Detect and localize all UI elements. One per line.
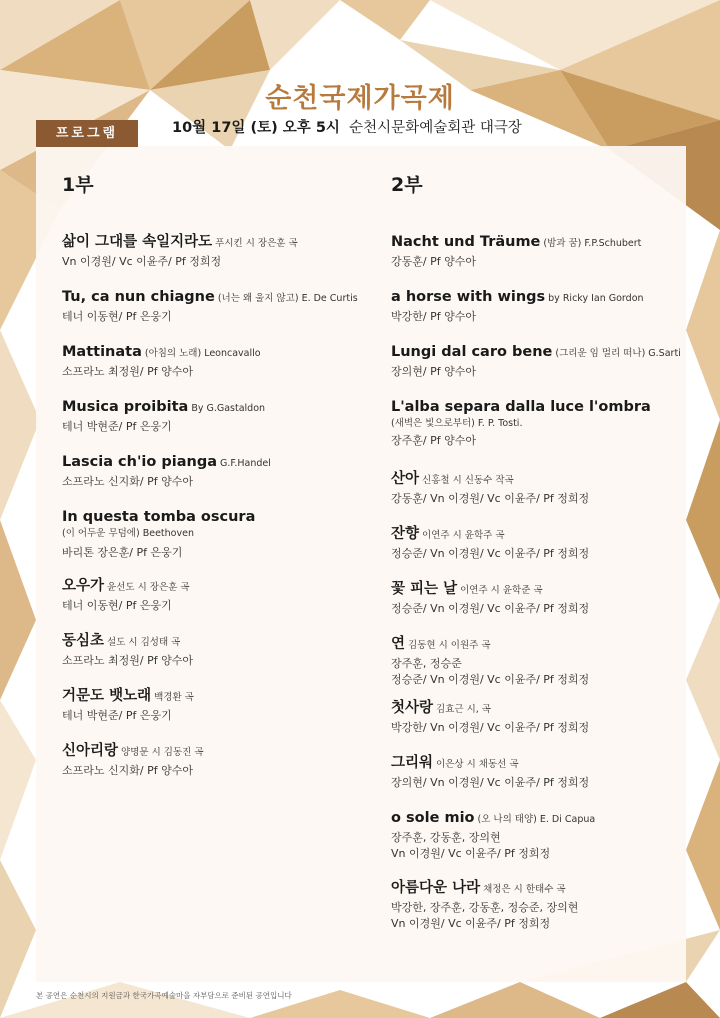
song-title: 동심초	[62, 633, 105, 649]
song-title: Lungi dal caro bene	[391, 344, 553, 360]
program-item	[62, 286, 372, 341]
song-note: 채정은 시 한태수 곡	[483, 884, 566, 895]
performers: 바리톤 장은훈/ Pf 은웅기	[62, 546, 183, 559]
song-note: (오 나의 태양) E. Di Capua	[477, 814, 596, 825]
program-item	[62, 231, 372, 286]
performers: 정승준/ Vn 이경원/ Vc 이윤주/ Pf 정희정	[391, 673, 590, 686]
program-item	[391, 523, 691, 578]
part1-column	[62, 170, 372, 795]
song-note: 백경환 곡	[154, 692, 194, 703]
song-note: 윤선도 시 장은훈 곡	[107, 582, 190, 593]
part1-heading: 1부	[62, 174, 94, 196]
performers: 테너 박현준/ Pf 은웅기	[62, 709, 172, 722]
performers: 테너 이동현/ Pf 은웅기	[62, 310, 172, 323]
song-note: 푸시킨 시 장은훈 곡	[215, 238, 298, 249]
program-item	[62, 685, 372, 740]
song-note: 신홍철 시 신동수 작곡	[422, 475, 514, 486]
song-title: Musica proibita	[62, 399, 189, 415]
song-note: (아침의 노래) Leoncavallo	[144, 348, 261, 359]
program-item	[391, 286, 691, 341]
song-title: 꽃 피는 날	[391, 581, 458, 597]
footer-note: 본 공연은 순천시의 지원금과 한국가곡예술마을 자부담으로 준비된 공연입니다	[36, 991, 292, 1000]
performers: 테너 이동현/ Pf 은웅기	[62, 599, 172, 612]
song-title: Tu, ca nun chiagne	[62, 289, 215, 305]
performers: 테너 박현준/ Pf 은웅기	[62, 420, 172, 433]
performers: 장의현/ Vn 이경원/ Vc 이윤주/ Pf 정희정	[391, 776, 590, 789]
program-item	[62, 341, 372, 396]
performers: 소프라노 최정원/ Pf 양수아	[62, 654, 193, 667]
performers: 장주훈/ Pf 양수아	[391, 434, 476, 447]
program-item	[62, 630, 372, 685]
program-item	[391, 578, 691, 633]
program-item	[62, 575, 372, 630]
program-item	[391, 396, 691, 468]
performers: 정승준/ Vn 이경원/ Vc 이윤주/ Pf 정희정	[391, 602, 590, 615]
part2-heading: 2부	[391, 174, 423, 196]
song-note: 이은상 시 채동선 곡	[436, 759, 519, 770]
song-title: 거문도 뱃노래	[62, 688, 152, 704]
song-title: 첫사랑	[391, 700, 434, 716]
program-tag: 프로그램	[36, 120, 138, 147]
performers: 박강한/ Vn 이경원/ Vc 이윤주/ Pf 정희정	[391, 721, 590, 734]
program-item	[391, 697, 691, 752]
program-item	[391, 633, 691, 697]
page-title: 순천국제가곡제	[265, 83, 455, 114]
song-note: (새벽은 빛으로부터) F. P. Tosti.	[391, 418, 523, 429]
song-title: 잔향	[391, 526, 420, 542]
song-note: 설도 시 김성태 곡	[107, 637, 181, 648]
song-note: (밤과 꿈) F.P.Schubert	[543, 238, 642, 249]
performers: 강동훈/ Pf 양수아	[391, 255, 476, 268]
performers: Vn 이경원/ Vc 이윤주/ Pf 정희정	[391, 917, 551, 930]
performers: 소프라노 최정원/ Pf 양수아	[62, 365, 193, 378]
part2-column	[391, 170, 691, 947]
song-title: Lascia ch'io pianga	[62, 454, 218, 470]
song-title: 삶이 그대를 속일지라도	[62, 234, 213, 250]
song-note: (너는 왜 울지 않고) E. De Curtis	[217, 293, 358, 304]
song-note: G.F.Handel	[220, 458, 271, 469]
song-note: By G.Gastaldon	[191, 403, 266, 414]
song-title: Mattinata	[62, 344, 142, 360]
performers: Vn 이경원/ Vc 이윤주/ Pf 정희정	[391, 847, 551, 860]
singers: 장주훈, 정승준	[391, 657, 462, 670]
song-title: 산아	[391, 471, 420, 487]
program-item	[391, 807, 691, 877]
song-note: 김효근 시, 곡	[436, 704, 491, 715]
song-note: 이연주 시 윤학주 곡	[422, 530, 505, 541]
song-title: o sole mio	[391, 810, 475, 826]
song-title: L'alba separa dalla luce l'ombra	[391, 399, 651, 415]
song-note: (그리운 임 멀리 떠나) G.Sarti	[555, 348, 681, 359]
song-title: In questa tomba oscura	[62, 509, 256, 525]
performers: Vn 이경원/ Vc 이윤주/ Pf 정희정	[62, 255, 222, 268]
song-note: (이 어두운 무덤에) Beethoven	[62, 528, 194, 539]
program-item	[391, 468, 691, 523]
program-item	[62, 451, 372, 506]
event-info	[172, 116, 522, 137]
song-note: by Ricky Ian Gordon	[548, 293, 644, 304]
program-item	[62, 740, 372, 795]
performers: 소프라노 신지화/ Pf 양수아	[62, 764, 193, 777]
song-title: 연	[391, 636, 406, 652]
program-item	[391, 752, 691, 807]
performers: 소프라노 신지화/ Pf 양수아	[62, 475, 193, 488]
performers: 정승준/ Vn 이경원/ Vc 이윤주/ Pf 정희정	[391, 547, 590, 560]
song-title: 신아리랑	[62, 743, 119, 759]
song-title: a horse with wings	[391, 289, 546, 305]
singers: 장주훈, 강동훈, 장의현	[391, 831, 501, 844]
song-note: 양명문 시 김동진 곡	[121, 747, 204, 758]
song-note: 김동현 시 이원주 곡	[408, 640, 491, 651]
song-note: 이연주 시 윤학준 곡	[460, 585, 543, 596]
song-title: 오우가	[62, 578, 105, 594]
song-title: 그리워	[391, 755, 434, 771]
event-venue: 순천시문화예술회관 대극장	[349, 120, 522, 136]
program-item	[391, 341, 691, 396]
event-datetime: 10월 17일 (토) 오후 5시	[172, 120, 340, 136]
singers: 박강한, 장주훈, 강동훈, 정승준, 장의현	[391, 901, 579, 914]
performers: 장의현/ Pf 양수아	[391, 365, 476, 378]
program-item	[391, 231, 691, 286]
performers: 강동훈/ Vn 이경원/ Vc 이윤주/ Pf 정희정	[391, 492, 590, 505]
song-title: Nacht und Träume	[391, 234, 541, 250]
song-title: 아름다운 나라	[391, 880, 481, 896]
program-item	[391, 877, 691, 947]
program-item	[62, 396, 372, 451]
performers: 박강한/ Pf 양수아	[391, 310, 476, 323]
program-item	[62, 506, 372, 575]
